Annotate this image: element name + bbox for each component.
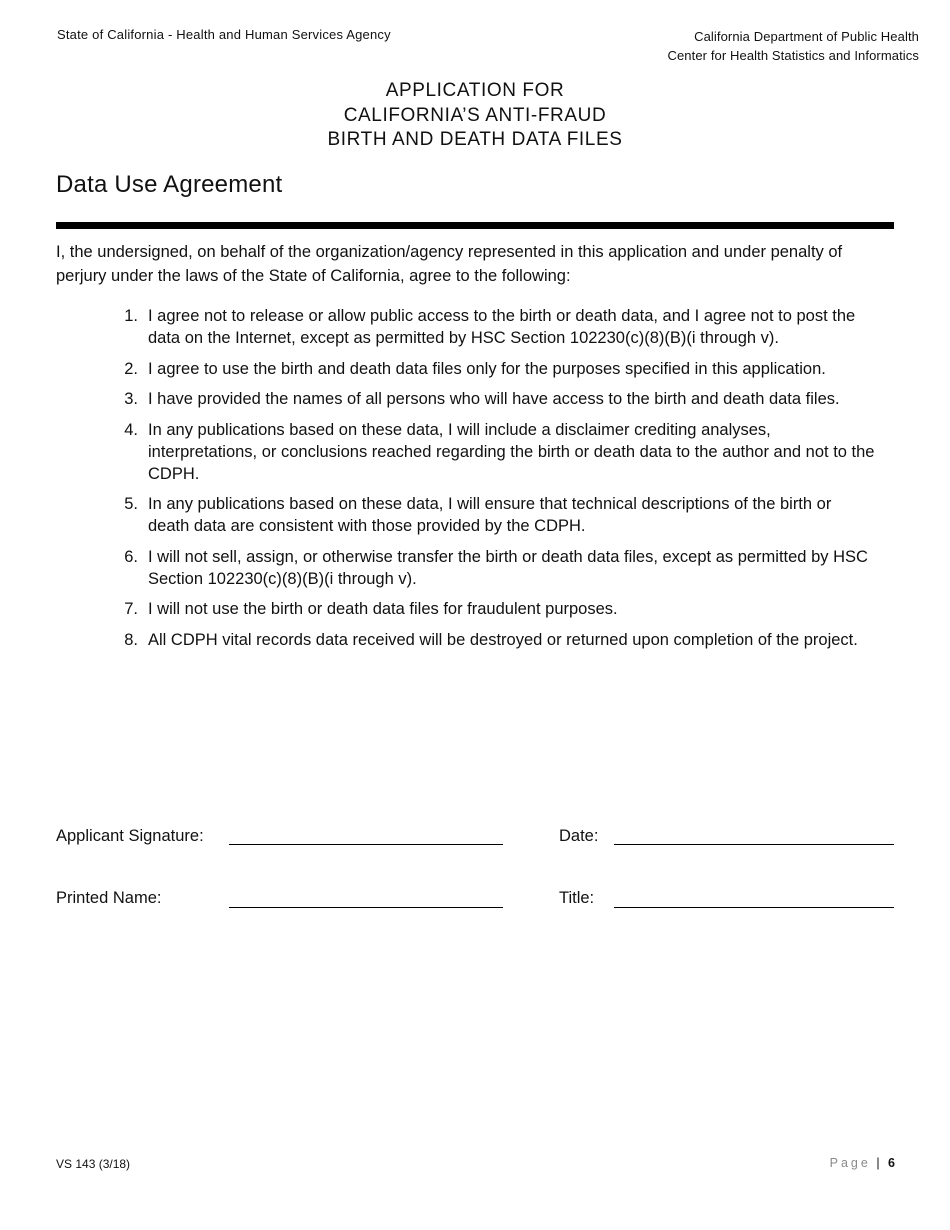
agency-header: State of California - Health and Human Services Agency — [57, 27, 391, 42]
title-line-2: CALIFORNIA’S ANTI-FRAUD — [343, 104, 607, 126]
page-number: 6 — [888, 1156, 895, 1170]
title-line-3: BIRTH AND DEATH DATA FILES — [327, 129, 623, 150]
form-id: VS 143 (3/18) — [56, 1157, 131, 1171]
term-text: In any publications based on these data, I will ensure that technical descriptions of the birth or death data are consistent with those provided by the CDPH. — [148, 495, 832, 535]
term-text: I agree not to release or allow public access to the birth or death data, and I agree not to post the data on the Internet, except as permitted by HSC Section 102230(c)(8)(B)(i through v). — [148, 307, 856, 347]
term-number: 2. — [124, 359, 138, 378]
intro-paragraph: I, the undersigned, on behalf of the organization/agency represented in this application and under penalty of perjury under the laws of the State of California, agree to the following: — [56, 243, 843, 285]
term-number: 1. — [124, 307, 138, 325]
center-name: Center for Health Statistics and Informatics — [667, 48, 919, 63]
applicant-signature-field[interactable] — [229, 844, 503, 845]
term-text: In any publications based on these data, I will include a disclaimer crediting analyses, interpretations, or conclusions reached regarding the birth or death data to the author and not to the CDPH. — [148, 420, 875, 483]
agreement-terms-list — [106, 305, 876, 659]
list-item — [106, 493, 876, 537]
document-title — [0, 79, 950, 153]
department-header — [667, 27, 919, 65]
title-field[interactable] — [614, 907, 894, 908]
list-item — [106, 388, 876, 410]
term-text: I will not use the birth or death data files for fraudulent purposes. — [148, 600, 618, 618]
list-item — [106, 419, 876, 485]
title-label: Title: — [559, 889, 595, 907]
list-item — [106, 358, 876, 380]
department-name: California Department of Public Health — [694, 29, 919, 44]
page-separator: | — [876, 1156, 880, 1170]
term-text: I have provided the names of all persons who will have access to the birth and death data files. — [148, 390, 840, 408]
applicant-signature-label: Applicant Signature: — [56, 827, 204, 845]
page-indicator — [830, 1156, 895, 1170]
term-number: 6. — [124, 547, 138, 566]
date-label: Date: — [559, 827, 599, 845]
date-field[interactable] — [614, 844, 894, 845]
term-text: I will not sell, assign, or otherwise transfer the birth or death data files, except as permitted by HSC Section 102230(c)(8)(B)(i through v). — [148, 547, 868, 588]
term-text: I agree to use the birth and death data files only for the purposes specified in this application. — [148, 359, 826, 378]
term-number: 4. — [124, 420, 138, 439]
printed-name-label: Printed Name: — [56, 889, 162, 907]
list-item — [106, 629, 876, 651]
list-item — [106, 598, 876, 620]
list-item — [106, 305, 876, 349]
term-number: 5. — [124, 495, 138, 513]
term-number: 7. — [124, 600, 138, 618]
section-title: Data Use Agreement — [56, 171, 283, 198]
term-number: 3. — [124, 390, 138, 408]
term-number: 8. — [124, 630, 138, 649]
list-item — [106, 546, 876, 590]
section-divider — [56, 222, 894, 229]
term-text: All CDPH vital records data received will be destroyed or returned upon completion of the project. — [148, 630, 858, 649]
title-line-1: APPLICATION FOR — [385, 80, 565, 101]
printed-name-field[interactable] — [229, 907, 503, 908]
page-word: Page — [829, 1156, 871, 1170]
